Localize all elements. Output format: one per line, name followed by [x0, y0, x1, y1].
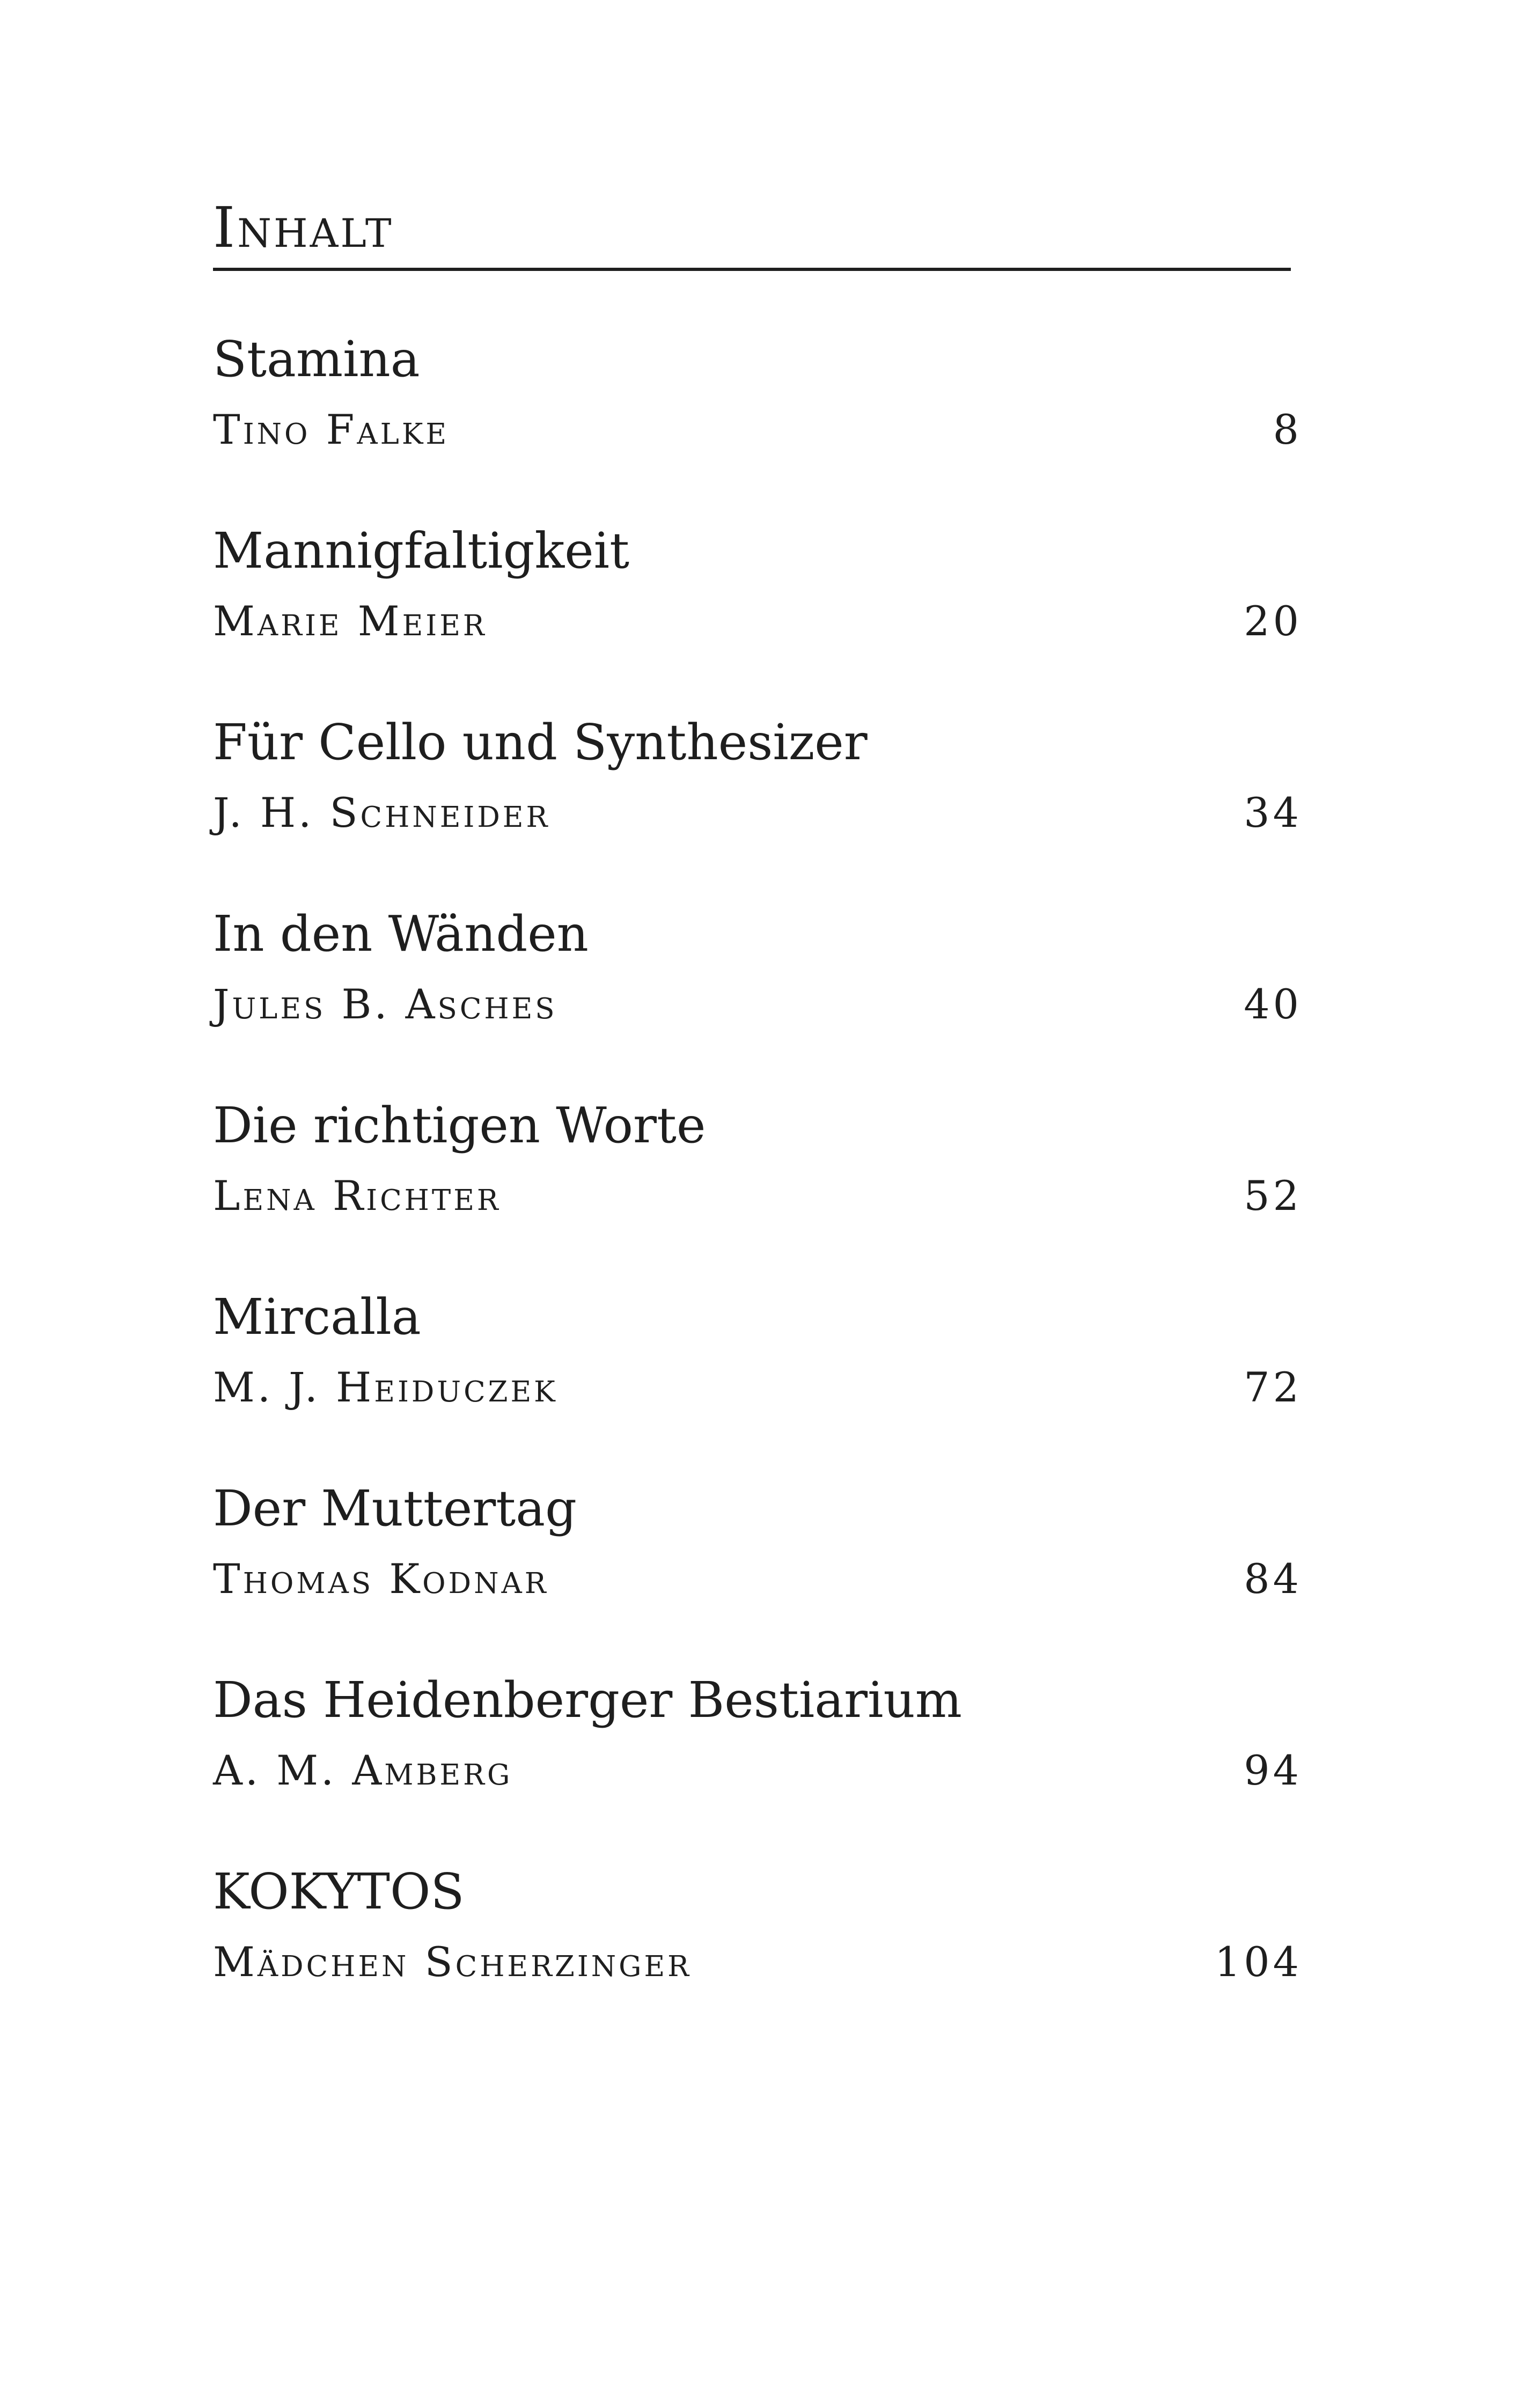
entry-title: Die richtigen Worte [213, 1097, 706, 1154]
toc-entry [213, 1288, 1302, 1479]
table-of-contents [213, 330, 1302, 2054]
entry-author: J. H. Schneider [213, 789, 550, 836]
entry-page-number: 72 [1244, 1363, 1302, 1411]
toc-entry [213, 330, 1302, 522]
toc-header [213, 195, 1291, 260]
entry-author: Thomas Kodnar [213, 1555, 549, 1603]
entry-title: Mannigfaltigkeit [213, 522, 630, 579]
entry-author: Marie Meier [213, 597, 487, 645]
entry-title: KOKYTOS [213, 1863, 465, 1920]
entry-page-number: 52 [1244, 1172, 1302, 1220]
entry-page-number: 20 [1244, 597, 1302, 645]
entry-title: In den Wänden [213, 905, 589, 963]
entry-title: Für Cello und Synthesizer [213, 714, 868, 771]
toc-entry [213, 1671, 1302, 1862]
toc-entry [213, 1096, 1302, 1288]
entry-page-number: 8 [1273, 406, 1302, 453]
toc-entry [213, 905, 1302, 1096]
page-title: Inhalt [213, 195, 394, 260]
header-divider [213, 268, 1291, 271]
entry-page-number: 104 [1214, 1938, 1302, 1986]
toc-entry [213, 1862, 1302, 2054]
entry-author: Jules B. Asches [213, 980, 557, 1028]
entry-title: Stamina [213, 331, 420, 388]
entry-title: Der Muttertag [213, 1480, 577, 1537]
entry-author: Tino Falke [213, 406, 450, 453]
entry-page-number: 40 [1244, 980, 1302, 1028]
entry-author: M. J. Heiduczek [213, 1363, 558, 1411]
entry-author: Mädchen Scherzinger [213, 1938, 692, 1986]
entry-page-number: 84 [1244, 1555, 1302, 1603]
entry-title: Mircalla [213, 1288, 421, 1346]
entry-title: Das Heidenberger Bestiarium [213, 1671, 962, 1729]
entry-author: Lena Richter [213, 1172, 501, 1220]
entry-author: A. M. Amberg [213, 1746, 513, 1794]
toc-entry [213, 1479, 1302, 1671]
toc-entry [213, 522, 1302, 713]
toc-entry [213, 713, 1302, 905]
entry-page-number: 34 [1244, 789, 1302, 836]
entry-page-number: 94 [1244, 1746, 1302, 1794]
